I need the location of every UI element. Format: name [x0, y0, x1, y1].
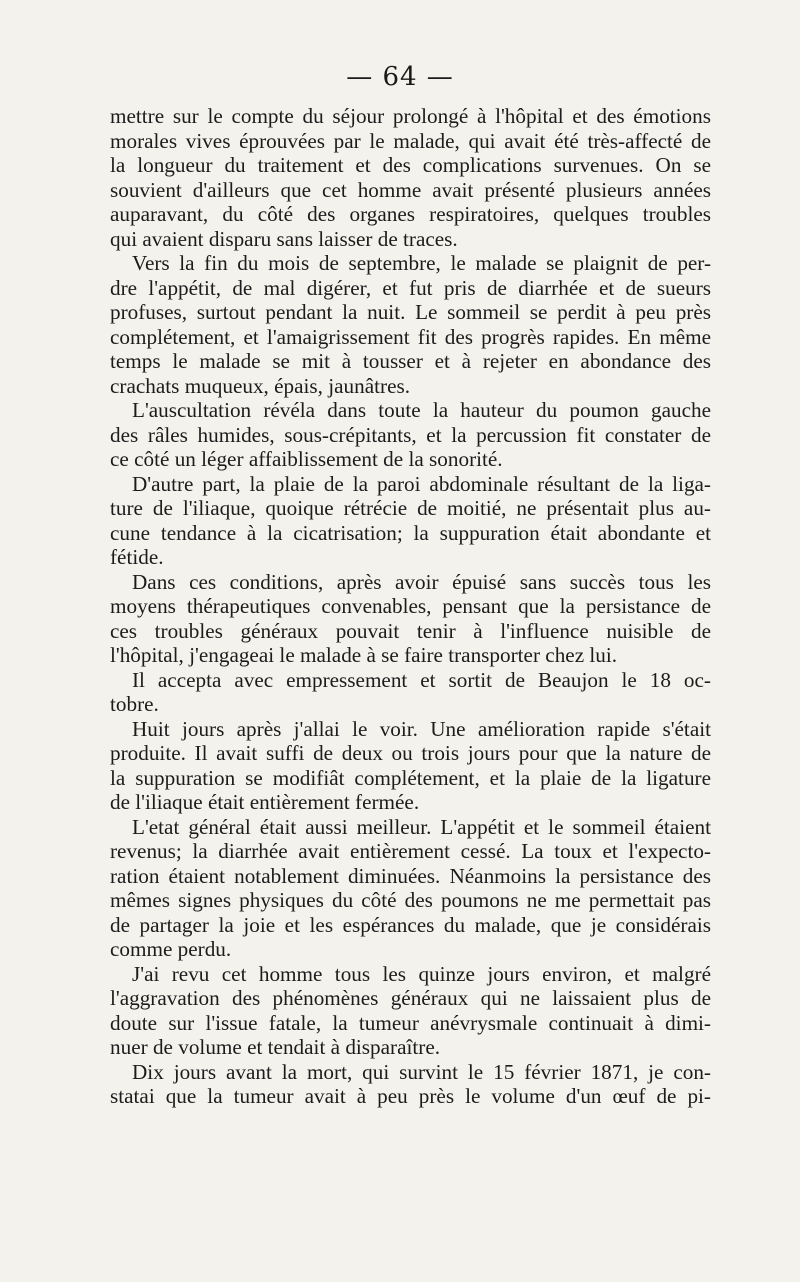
- text-line: moyens thérapeutiques convenables, pensant que la persistance de: [110, 594, 711, 618]
- text-line: mettre sur le compte du séjour prolongé à l'hôpital et des émotions: [110, 104, 711, 128]
- text-line: ce côté un léger affaiblissement de la sonorité.: [110, 447, 503, 471]
- text-line: mêmes signes physiques du côté des poumons ne me permettait pas: [110, 888, 711, 912]
- text-line: nuer de volume et tendait à disparaître.: [110, 1035, 441, 1059]
- text-line: la suppuration se modifiât complétement, et la plaie de la ligature: [110, 765, 711, 790]
- text-line: la longueur du traitement et des complications survenues. On se: [110, 153, 711, 177]
- text-line: Il accepta avec empressement et sortit de Beaujon le 18 oc-: [132, 667, 711, 692]
- paragraph-6: [110, 668, 711, 717]
- text-line: dre l'appétit, de mal digérer, et fut pris de diarrhée et de sueurs: [110, 275, 711, 300]
- body-text: [110, 104, 711, 1109]
- text-line: produite. Il avait suffi de deux ou trois jours pour que la nature de: [110, 741, 711, 765]
- paragraph-4: [110, 472, 711, 570]
- paragraph-2: [110, 251, 711, 398]
- text-line: souvient d'ailleurs que cet homme avait présenté plusieurs années: [110, 177, 711, 202]
- text-line: l'aggravation des phénomènes généraux qui ne laissaient plus de: [110, 986, 711, 1010]
- text-line: l'hôpital, j'engageai le malade à se faire transporter chez lui.: [110, 643, 618, 667]
- text-line: tobre.: [110, 692, 159, 716]
- text-line: statai que la tumeur avait à peu près le volume d'un œuf de pi-: [110, 1084, 711, 1108]
- text-line: Dans ces conditions, après avoir épuisé sans succès tous les: [132, 569, 711, 594]
- text-line: de l'iliaque était entièrement fermée.: [110, 790, 420, 814]
- paragraph-8: [110, 815, 711, 962]
- text-line: Huit jours après j'allai le voir. Une amélioration rapide s'était: [132, 716, 711, 741]
- text-line: ture de l'iliaque, quoique rétrécie de moitié, ne présentait plus au-: [110, 496, 711, 520]
- text-line: des râles humides, sous-crépitants, et la percussion fit constater de: [110, 422, 711, 447]
- text-line: Dix jours avant la mort, qui survint le 15 février 1871, je con-: [132, 1059, 711, 1084]
- text-line: comme perdu.: [110, 937, 232, 961]
- text-line: L'auscultation révéla dans toute la hauteur du poumon gauche: [132, 398, 711, 422]
- page-number: — 64 —: [346, 62, 454, 92]
- text-line: auparavant, du côté des organes respiratoires, quelques troubles: [110, 202, 711, 226]
- paragraph-1: [110, 104, 711, 251]
- paragraph-10: [110, 1060, 711, 1109]
- text-line: profuses, surtout pendant la nuit. Le sommeil se perdit à peu près: [110, 300, 711, 324]
- text-line: temps le malade se mit à tousser et à rejeter en abondance des: [110, 349, 711, 373]
- text-line: Vers la fin du mois de septembre, le malade se plaignit de per-: [132, 251, 711, 275]
- text-line: fétide.: [110, 545, 164, 569]
- text-line: cune tendance à la cicatrisation; la suppuration était abondante et: [110, 520, 711, 545]
- text-line: complétement, et l'amaigrissement fit des progrès rapides. En même: [110, 324, 711, 349]
- text-line: doute sur l'issue fatale, la tumeur anévrysmale continuait à dimi-: [110, 1010, 711, 1035]
- text-line: J'ai revu cet homme tous les quinze jours environ, et malgré: [132, 961, 711, 986]
- paragraph-3: [110, 398, 711, 472]
- text-line: D'autre part, la plaie de la paroi abdominale résultant de la liga-: [132, 471, 711, 496]
- text-line: de partager la joie et les espérances du malade, que je considérais: [110, 912, 711, 937]
- text-line: morales vives éprouvées par le malade, qui avait été très-affecté de: [110, 128, 711, 153]
- text-line: ration étaient notablement diminuées. Néanmoins la persistance des: [110, 863, 711, 888]
- text-line: ces troubles généraux pouvait tenir à l'influence nuisible de: [110, 618, 711, 643]
- paragraph-7: [110, 717, 711, 815]
- text-line: L'etat général était aussi meilleur. L'appétit et le sommeil étaient: [132, 814, 711, 839]
- text-line: revenus; la diarrhée avait entièrement cessé. La toux et l'expecto-: [110, 839, 711, 863]
- text-line: crachats muqueux, épais, jaunâtres.: [110, 373, 411, 398]
- paragraph-9: [110, 962, 711, 1060]
- text-line: qui avaient disparu sans laisser de traces.: [110, 226, 458, 251]
- paragraph-5: [110, 570, 711, 668]
